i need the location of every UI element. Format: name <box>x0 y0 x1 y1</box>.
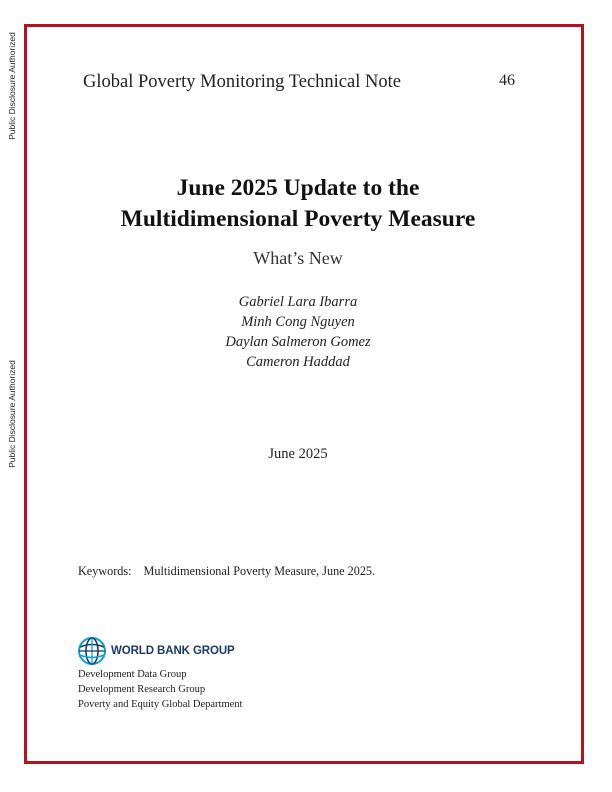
department-name: Development Research Group <box>78 684 206 695</box>
author-name: Daylan Salmeron Gomez <box>225 334 371 350</box>
department-list <box>78 667 242 712</box>
keywords-line <box>78 564 375 579</box>
author-list <box>0 292 596 372</box>
title-line-1: June 2025 Update to the <box>176 175 420 201</box>
author-name: Minh Cong Nguyen <box>241 314 355 330</box>
keywords-label: Keywords: <box>78 564 132 578</box>
title-line-2: Multidimensional Poverty Measure <box>120 206 476 232</box>
subtitle: What’s New <box>253 248 343 268</box>
disclosure-label-bottom: Public Disclosure Authorized <box>7 360 17 468</box>
keywords-value: Multidimensional Poverty Measure, June 2025. <box>143 564 376 578</box>
author-name: Gabriel Lara Ibarra <box>238 294 358 310</box>
publication-date: June 2025 <box>268 446 328 462</box>
world-bank-logo <box>77 636 235 666</box>
department-name: Development Data Group <box>78 669 187 680</box>
globe-icon <box>77 636 107 666</box>
department-name: Poverty and Equity Global Department <box>78 699 243 710</box>
author-name: Cameron Haddad <box>246 354 350 370</box>
series-title: Global Poverty Monitoring Technical Note <box>83 72 401 92</box>
note-number: 46 <box>499 72 515 89</box>
logo-wordmark: WORLD BANK GROUP <box>111 645 235 657</box>
disclosure-label-top: Public Disclosure Authorized <box>7 32 17 140</box>
